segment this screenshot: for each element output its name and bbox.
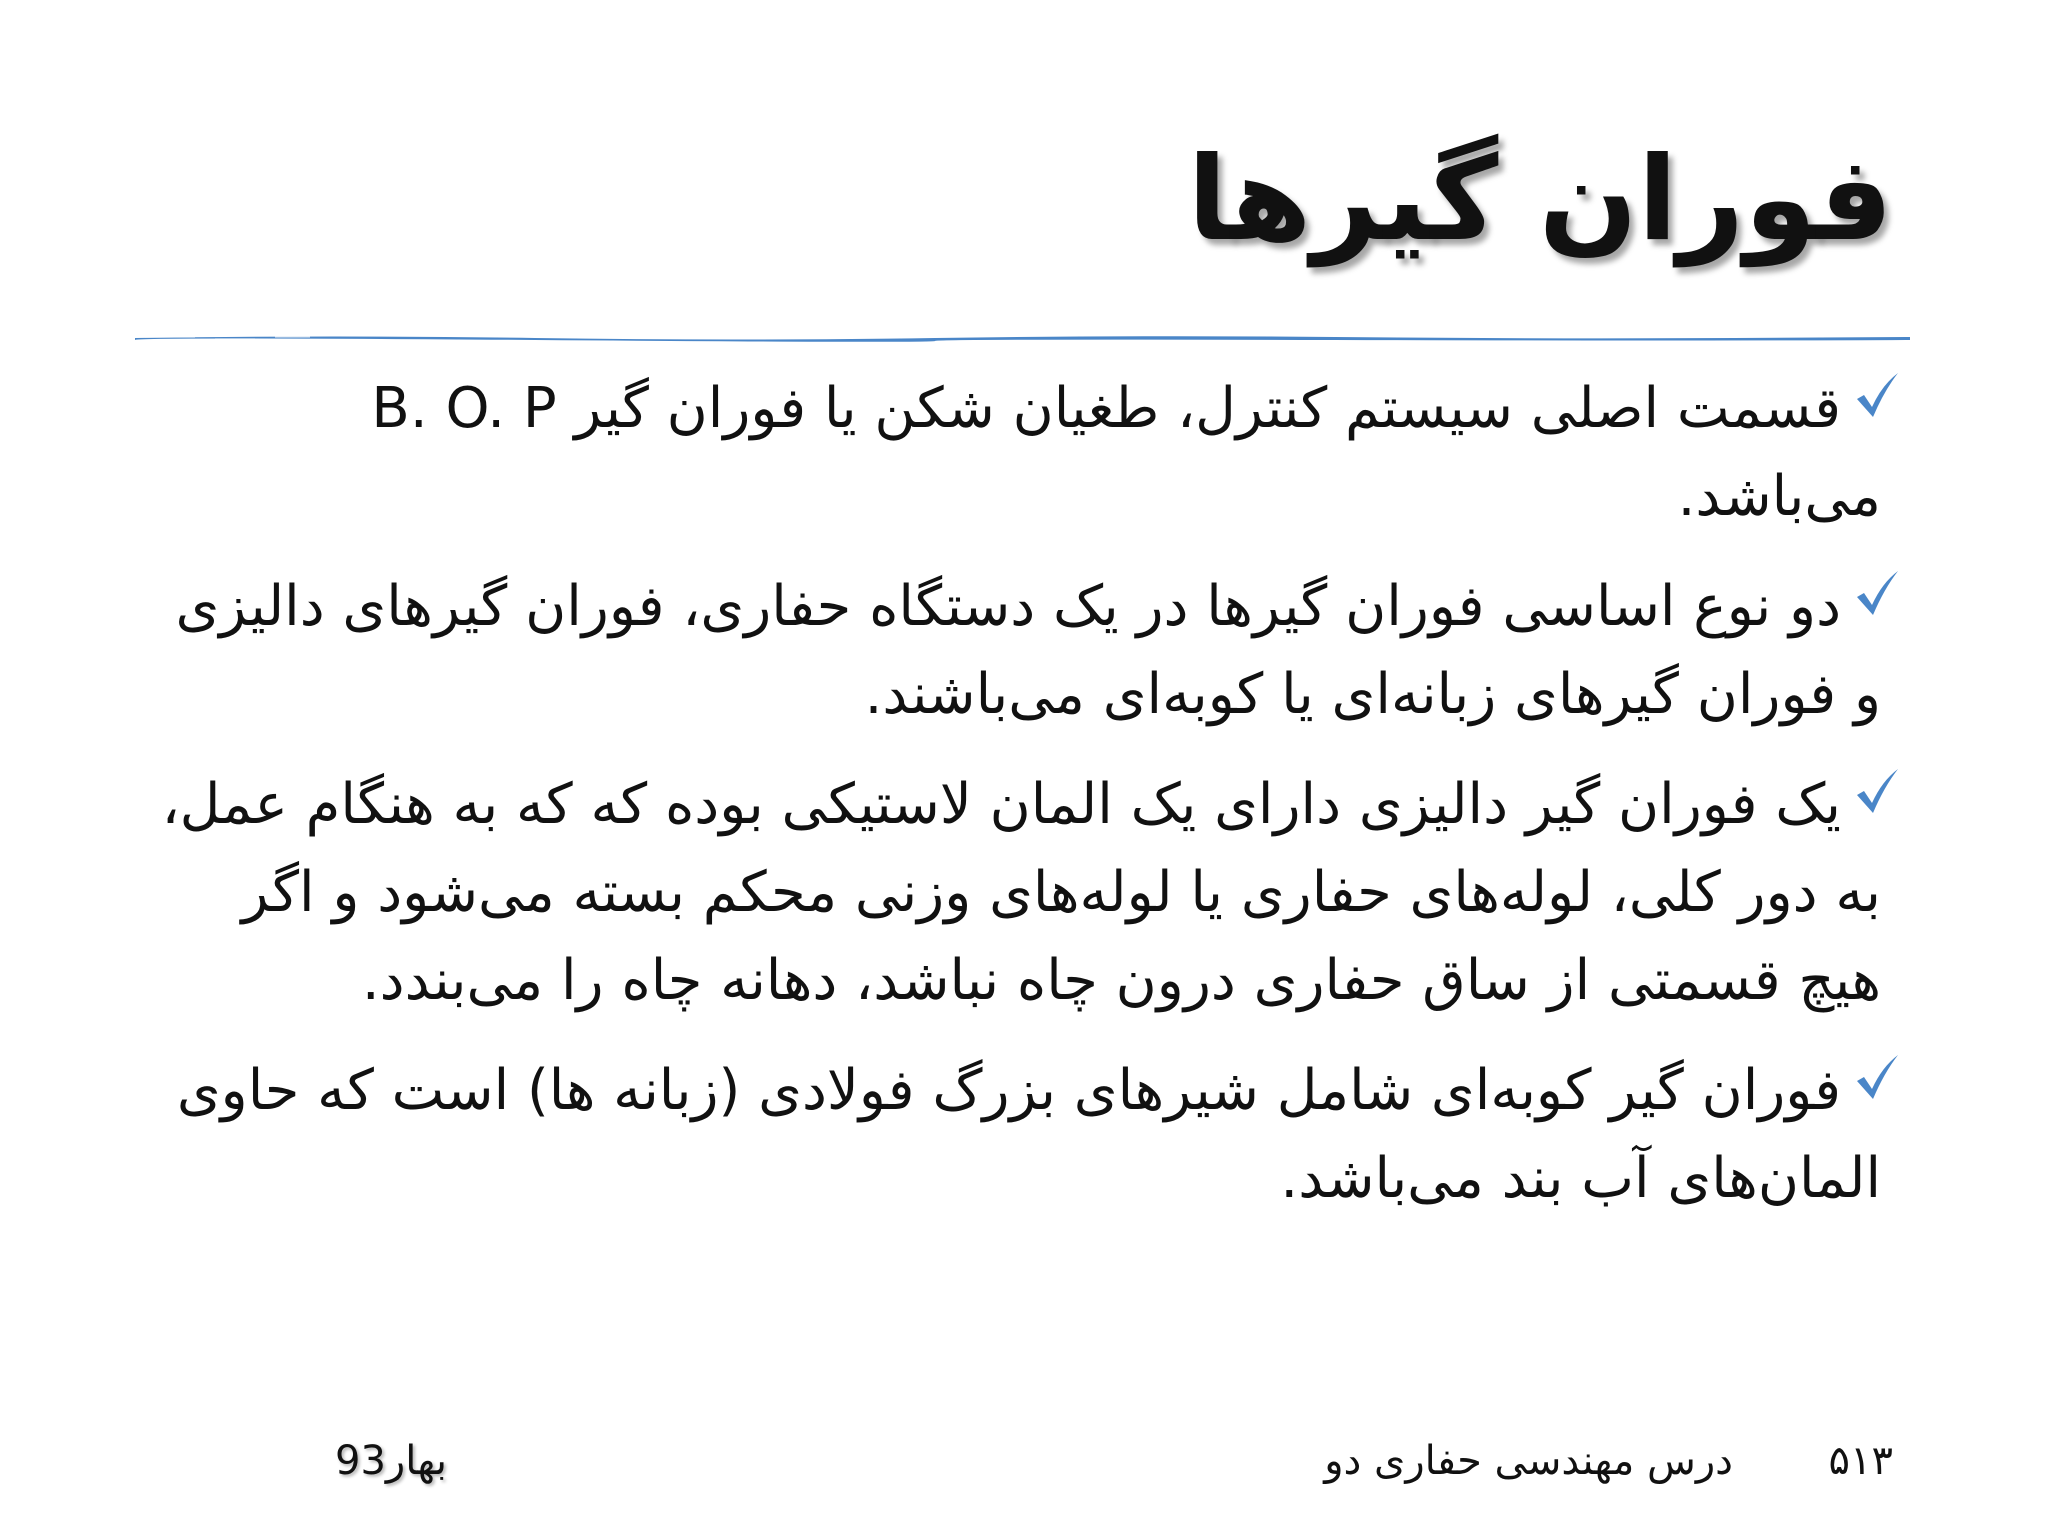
- checkmark-icon: [1854, 1053, 1900, 1103]
- bullet-item: [158, 1047, 1893, 1223]
- bullet-item: [158, 365, 1893, 541]
- bullet-text: دو نوع اساسی فوران گیرها در یک دستگاه حفاری، فوران گیرهای دالیزی و فوران گیرهای زبانه‌ای یا کوبه‌ای می‌باشند.: [175, 574, 1881, 727]
- title-divider: [135, 333, 1910, 343]
- bullet-text: قسمت اصلی سیستم کنترل، طغیان شکن یا فوران گیر B. O. P می‌باشد.: [371, 376, 1881, 529]
- checkmark-icon: [1854, 371, 1900, 421]
- bullet-text: فوران گیر کوبه‌ای شامل شیرهای بزرگ فولادی (زبانه ها) است که حاوی المان‌های آب بند می‌باشد.: [176, 1058, 1881, 1211]
- checkmark-icon: [1854, 767, 1900, 817]
- page-number: ۵۱۳: [1828, 1438, 1893, 1484]
- bullet-text: یک فوران گیر دالیزی دارای یک المان لاستیکی بوده که که به هنگام عمل، به دور کلی، لوله‌های حفاری یا لوله‌های وزنی محکم بسته می‌شود و اگر هیچ قسمتی از ساق حفاری درون چاه نباشد، دهانه چاه را می‌بندد.: [161, 772, 1881, 1013]
- bullet-list: [158, 365, 1893, 1245]
- bullet-item: [158, 563, 1893, 739]
- footer-date: بهار93: [335, 1438, 447, 1484]
- checkmark-icon: [1854, 569, 1900, 619]
- slide-title: فوران گیرها: [1187, 132, 1893, 267]
- course-name: درس مهندسی حفاری دو: [1324, 1438, 1733, 1484]
- bullet-item: [158, 761, 1893, 1025]
